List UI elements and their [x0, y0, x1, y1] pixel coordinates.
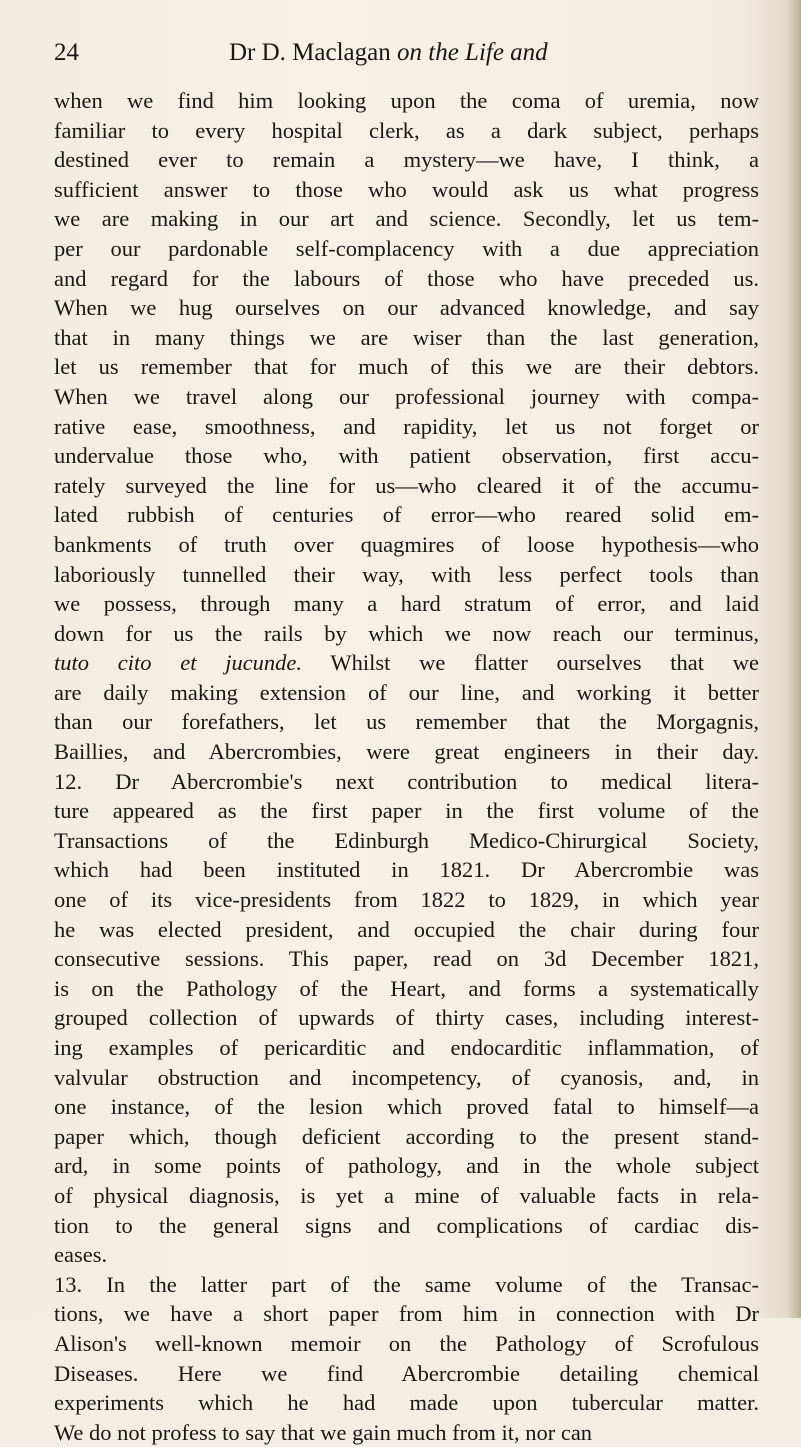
line-text: and regard for the labours of those who have preceded us. [54, 265, 759, 291]
line-text: Diseases. Here we find Abercrombie detailing chemical [54, 1360, 759, 1386]
text-line [54, 1033, 759, 1063]
text-line [54, 175, 759, 205]
text-line [54, 1359, 759, 1389]
text-line [54, 1211, 759, 1241]
text-line [54, 619, 759, 649]
line-text: one instance, of the lesion which proved fatal to himself—a [54, 1094, 759, 1120]
line-text: Transactions of the Edinburgh Medico-Chirurgical Society, [54, 827, 759, 853]
line-text: Alison's well-known memoir on the Pathology of Scrofulous [54, 1330, 759, 1356]
text-line [54, 648, 759, 678]
line-text: tions, we have a short paper from him in connection with Dr [54, 1301, 759, 1327]
text-line [54, 1003, 759, 1033]
text-line [54, 560, 759, 590]
line-text: When we travel along our professional journey with compa- [54, 383, 759, 409]
page-number: 24 [54, 39, 79, 66]
text-line [54, 1418, 759, 1447]
line-text: that in many things we are wiser than the last generation, [54, 324, 759, 350]
line-text: tion to the general signs and complications of cardiac dis- [54, 1212, 759, 1238]
text-line [54, 441, 759, 471]
line-text: experiments which he had made upon tubercular matter. [54, 1390, 759, 1416]
line-text: bankments of truth over quagmires of loose hypothesis—who [54, 531, 759, 557]
running-head-author: Dr D. Maclagan [229, 39, 391, 66]
line-text: are daily making extension of our line, and working it better [54, 679, 759, 705]
text-line [54, 974, 759, 1004]
line-text: undervalue those who, with patient observation, first accu- [54, 443, 759, 469]
text-line [54, 1388, 759, 1418]
line-text: Whilst we flatter ourselves that we [302, 650, 759, 676]
text-line [54, 1240, 759, 1270]
text-line [54, 855, 759, 885]
line-text: 13. In the latter part of the same volume of the Transac- [54, 1271, 759, 1297]
text-line [54, 944, 759, 974]
line-text: familiar to every hospital clerk, as a dark subject, perhaps [54, 117, 759, 143]
text-line [54, 116, 759, 146]
italic-phrase: tuto cito et jucunde. [54, 650, 303, 676]
text-line [54, 767, 759, 797]
line-text: ing examples of pericarditic and endocarditic inflammation, of [54, 1035, 759, 1060]
text-line [54, 323, 759, 353]
running-head [229, 36, 548, 70]
text-line [54, 1092, 759, 1122]
line-text: laboriously tunnelled their way, with less perfect tools than [54, 561, 759, 587]
line-text: we are making in our art and science. Secondly, let us tem- [54, 206, 759, 232]
line-text: grouped collection of upwards of thirty cases, including interest- [54, 1005, 759, 1031]
line-text: of physical diagnosis, is yet a mine of valuable facts in rela- [54, 1182, 759, 1208]
line-text: paper which, though deficient according to the present stand- [54, 1123, 759, 1149]
text-line [54, 796, 759, 826]
text-line [54, 86, 759, 116]
line-text: which had been instituted in 1821. Dr Abercrombie was [54, 857, 759, 883]
body-text [54, 86, 759, 1447]
line-text: when we find him looking upon the coma of uremia, now [54, 88, 759, 113]
line-text: destined ever to remain a mystery—we have, I think, a [54, 147, 759, 173]
line-text: consecutive sessions. This paper, read on 3d December 1821, [54, 946, 759, 972]
text-line [54, 1122, 759, 1152]
line-text: We do not profess to say that we gain much from it, nor can [54, 1419, 593, 1445]
line-text: 12. Dr Abercrombie's next contribution to medical litera- [54, 768, 759, 794]
line-text: valvular obstruction and incompetency, of cyanosis, and, in [54, 1064, 759, 1090]
text-line [54, 1181, 759, 1211]
text-line [54, 1329, 759, 1359]
line-text: rately surveyed the line for us—who cleared it of the accumu- [54, 472, 759, 498]
text-line [54, 589, 759, 619]
text-line [54, 737, 759, 767]
line-text: than our forefathers, let us remember that the Morgagnis, [54, 709, 759, 735]
text-line [54, 500, 759, 530]
text-line [54, 1063, 759, 1093]
line-text: down for us the rails by which we now reach our terminus, [54, 620, 759, 646]
line-text: per our pardonable self-complacency with a due appreciation [54, 235, 759, 261]
line-text: ard, in some points of pathology, and in the whole subject [54, 1153, 759, 1179]
text-line [54, 678, 759, 708]
text-line [54, 915, 759, 945]
line-text: eases. [54, 1242, 108, 1268]
text-line [54, 204, 759, 234]
text-line [54, 352, 759, 382]
running-header [54, 36, 754, 70]
text-line [54, 707, 759, 737]
text-line [54, 826, 759, 856]
text-line [54, 264, 759, 294]
line-text: he was elected president, and occupied the chair during four [54, 916, 759, 942]
text-line [54, 293, 759, 323]
line-text: ture appeared as the first paper in the first volume of the [54, 798, 759, 824]
line-text: we possess, through many a hard stratum of error, and laid [54, 591, 759, 617]
text-line [54, 1270, 759, 1300]
text-line [54, 1151, 759, 1181]
running-head-title: on the Life and [397, 39, 548, 66]
text-line [54, 471, 759, 501]
text-line [54, 412, 759, 442]
line-text: lated rubbish of centuries of error—who reared solid em- [54, 502, 759, 528]
line-text: Baillies, and Abercrombies, were great engineers in their day. [54, 739, 759, 765]
line-text: rative ease, smoothness, and rapidity, let us not forget or [54, 413, 759, 439]
line-text: one of its vice-presidents from 1822 to 1829, in which year [54, 887, 759, 913]
text-line [54, 145, 759, 175]
line-text: sufficient answer to those who would ask us what progress [54, 176, 759, 202]
text-line [54, 234, 759, 264]
line-text: let us remember that for much of this we are their debtors. [54, 354, 759, 380]
page-edge-shadow [787, 0, 801, 1318]
line-text: is on the Pathology of the Heart, and forms a systematically [54, 975, 759, 1001]
text-line [54, 885, 759, 915]
text-line [54, 530, 759, 560]
line-text: When we hug ourselves on our advanced knowledge, and say [54, 295, 759, 321]
text-line [54, 1299, 759, 1329]
text-line [54, 382, 759, 412]
